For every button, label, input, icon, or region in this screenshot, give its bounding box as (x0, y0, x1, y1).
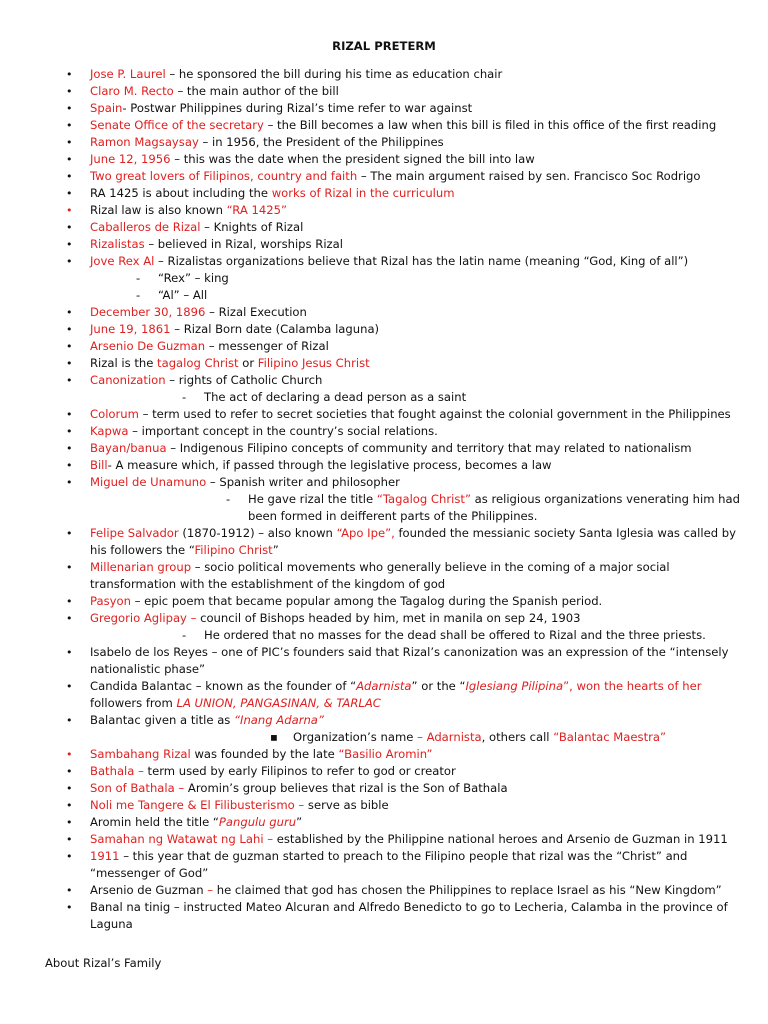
highlighted-term: “Inang Adarna” (234, 713, 324, 727)
bullet-icon: • (66, 374, 73, 387)
text-segment: The act of declaring a dead person as a saint (204, 390, 467, 404)
highlighted-term: Two great lovers of Filipinos, country and faith (90, 169, 358, 183)
bullet-icon: • (66, 459, 73, 472)
bullet-icon: • (66, 68, 73, 81)
highlighted-term: Filipino Christ (194, 543, 273, 557)
dash-marker-icon: - (136, 288, 141, 302)
list-item (66, 423, 720, 440)
section-heading-family: About Rizal’s Family (45, 956, 162, 970)
highlighted-term: December 30, 1896 (90, 305, 206, 319)
text-segment: Banal na tinig – instructed Mateo Alcuran and Alfredo Benedicto to go to Lecheria, Calamba in the province of (90, 900, 728, 914)
text-segment: – epic poem that became popular among the Tagalog during the Spanish period. (130, 594, 603, 608)
bullet-icon: • (66, 85, 73, 98)
list-item-continuation (90, 916, 720, 933)
list-item (66, 304, 720, 321)
highlighted-term: Bathala – (90, 764, 144, 778)
text-segment: – important concept in the country’s social relations. (128, 424, 438, 438)
bullet-icon: • (66, 646, 73, 659)
sub-item-text (204, 389, 466, 406)
list-item (66, 151, 720, 168)
text-segment: – term used to refer to secret societies that fought against the colonial government in the Philippines (138, 407, 731, 421)
list-item-continuation (90, 695, 720, 712)
list-item (66, 440, 720, 457)
sub-item-text (248, 508, 537, 525)
dash-marker-icon: - (136, 271, 141, 285)
highlighted-term: June 19, 1861 (90, 322, 171, 336)
text-segment: Arsenio de Guzman (90, 883, 208, 897)
list-item-continuation (90, 576, 720, 593)
text-segment: Isabelo de los Reyes – one of PIC’s founders said that Rizal’s canonization was an expression of the “intensely (90, 645, 729, 659)
bullet-icon: • (66, 136, 73, 149)
text-segment: or (238, 356, 258, 370)
square-bullet-icon: ▪ (270, 730, 278, 744)
bullet-icon: • (66, 561, 73, 574)
text-segment: term used by early Filipinos to refer to god or creator (143, 764, 456, 778)
text-segment: – Rizal Execution (205, 305, 307, 319)
list-item (66, 763, 720, 780)
bullet-icon: • (66, 442, 73, 455)
list-item (66, 406, 731, 423)
highlighted-term: Claro M. Recto (90, 84, 174, 98)
highlighted-term: Jove Rex Al (90, 254, 155, 268)
list-item (66, 559, 720, 576)
bullet-icon: • (66, 238, 73, 251)
text-segment: - A measure which, if passed through the legislative process, becomes a law (107, 458, 552, 472)
text-segment: Rizal is the (90, 356, 158, 370)
text-segment: he claimed that god has chosen the Philippines to replace Israel as his “New Kingdom” (213, 883, 722, 897)
list-item (66, 185, 720, 202)
text-segment: (1870-1912) – also known (178, 526, 337, 540)
bullet-icon: • (66, 204, 73, 217)
list-item (66, 797, 720, 814)
list-item (66, 746, 720, 763)
bullet-icon: • (66, 357, 73, 370)
list-item (66, 134, 720, 151)
highlighted-term: “Tagalog Christ” (376, 492, 471, 506)
highlighted-term: Colorum (90, 407, 139, 421)
list-item-continuation (90, 661, 720, 678)
highlighted-term: Pasyon (90, 594, 131, 608)
text-segment: – Rizalistas organizations believe that Rizal has the latin name (meaning “God, King of all”) (154, 254, 689, 268)
bullet-icon: • (66, 102, 73, 115)
text-segment: Aromin’s group believes that rizal is the Son of Bathala (184, 781, 508, 795)
bullet-icon: • (66, 306, 73, 319)
text-segment: “messenger of God” (90, 866, 209, 880)
text-segment: He ordered that no masses for the dead shall be offered to Rizal and the three priests. (204, 628, 706, 642)
text-segment: Balantac given a title as (90, 713, 235, 727)
highlighted-term: “Apo Ipe”, (336, 526, 395, 540)
text-segment: – socio political movements who generally believe in the coming of a major social (191, 560, 670, 574)
text-segment: ” (272, 543, 279, 557)
list-item (90, 287, 720, 304)
text-segment: Candida Balantac – known as the founder of “ (90, 679, 357, 693)
text-segment: as religious organizations venerating him had (470, 492, 740, 506)
bullet-icon: • (66, 425, 73, 438)
list-item (66, 610, 720, 627)
text-segment: been formed in deifferent parts of the Philippines. (248, 509, 538, 523)
list-item (66, 338, 720, 355)
bullet-icon: • (66, 476, 73, 489)
text-segment: Rizal law is also known (90, 203, 227, 217)
highlighted-term: Felipe Salvador (90, 526, 179, 540)
text-segment: – rights of Catholic Church (165, 373, 323, 387)
text-segment: – the Bill becomes a law when this bill is filed in this office of the first reading (263, 118, 717, 132)
highlighted-term: Filipino Jesus Christ (257, 356, 370, 370)
highlighted-term: – Adarnista (417, 730, 482, 744)
highlighted-term: Bill (90, 458, 108, 472)
list-item (90, 627, 720, 644)
bullet-icon: • (66, 748, 73, 761)
text-segment: – Knights of Rizal (200, 220, 304, 234)
list-item (66, 882, 722, 899)
text-segment: – believed in Rizal, worships Rizal (144, 237, 343, 251)
text-segment: He gave rizal the title (248, 492, 377, 506)
text-segment: was founded by the late (190, 747, 339, 761)
list-item (66, 83, 720, 100)
list-item (66, 593, 720, 610)
bullet-icon: • (66, 714, 73, 727)
text-segment: – Spanish writer and philosopher (206, 475, 400, 489)
text-segment: - Postwar Philippines during Rizal’s time refer to war against (122, 101, 473, 115)
text-segment: Laguna (90, 917, 133, 931)
list-item (66, 236, 720, 253)
list-item (66, 202, 720, 219)
highlighted-term: “RA 1425” (226, 203, 288, 217)
bullet-icon: • (66, 850, 73, 863)
list-item (66, 814, 720, 831)
text-segment: – he sponsored the bill during his time as education chair (165, 67, 503, 81)
text-segment: Aromin held the title “ (90, 815, 219, 829)
text-segment: his followers the “ (90, 543, 195, 557)
bullet-icon: • (66, 595, 73, 608)
highlighted-term: Iglesiang Pilipina (465, 679, 564, 693)
list-item (66, 474, 720, 491)
list-item (66, 525, 736, 542)
bullet-icon: • (66, 340, 73, 353)
text-segment: transformation with the establishment of the kingdom of god (90, 577, 446, 591)
text-segment: Organization’s name (293, 730, 418, 744)
highlighted-term: Caballeros de Rizal (90, 220, 201, 234)
highlighted-term: Gregorio Aglipay – (90, 611, 197, 625)
notes-list (66, 66, 740, 933)
sub-item-text (293, 729, 666, 746)
highlighted-term: Senate Office of the secretary (90, 118, 264, 132)
highlighted-term: Rizalistas (90, 237, 145, 251)
bullet-icon: • (66, 323, 73, 336)
list-item (66, 66, 720, 83)
highlighted-term: works of Rizal in the curriculum (271, 186, 455, 200)
sub-item-text (158, 287, 207, 304)
highlighted-term: Noli me Tangere & El Filibusterismo – (90, 798, 305, 812)
highlighted-term: Pangulu guru (218, 815, 297, 829)
text-segment: – The main argument raised by sen. Francisco Soc Rodrigo (357, 169, 701, 183)
text-segment: RA 1425 is about including the (90, 186, 272, 200)
highlighted-term: Miguel de Unamuno (90, 475, 207, 489)
list-item (90, 729, 720, 746)
bullet-icon: • (66, 612, 73, 625)
highlighted-term: Arsenio De Guzman (90, 339, 206, 353)
list-item (66, 355, 720, 372)
bullet-icon: • (66, 680, 73, 693)
highlighted-term: Canonization (90, 373, 166, 387)
document-title: RIZAL PRETERM (332, 39, 436, 53)
text-segment: , others call (481, 730, 554, 744)
list-item (66, 712, 720, 729)
bullet-icon: • (66, 782, 73, 795)
list-item (66, 831, 728, 848)
list-item (66, 168, 720, 185)
text-segment: serve as bible (304, 798, 389, 812)
bullet-icon: • (66, 833, 73, 846)
highlighted-term: Adarnista (356, 679, 412, 693)
bullet-icon: • (66, 527, 73, 540)
bullet-icon: • (66, 765, 73, 778)
text-segment: ” or the “ (411, 679, 466, 693)
list-item (90, 389, 720, 406)
highlighted-term: Ramon Magsaysay (90, 135, 199, 149)
list-item (90, 270, 720, 287)
list-item (66, 457, 720, 474)
bullet-icon: • (66, 884, 73, 897)
list-item (66, 100, 720, 117)
list-item (66, 899, 728, 916)
list-item-continuation (90, 542, 720, 559)
highlighted-term: – (207, 883, 214, 897)
text-segment: – this year that de guzman started to preach to the Filipino people that rizal was the “Christ” and (119, 849, 688, 863)
text-segment: council of Bishops headed by him, met in manila on sep 24, 1903 (196, 611, 581, 625)
text-segment: – this was the date when the president signed the bill into law (170, 152, 535, 166)
highlighted-term: 1911 (90, 849, 120, 863)
sub-item-text (158, 270, 229, 287)
text-segment: – in 1956, the President of the Philippines (198, 135, 444, 149)
bullet-icon: • (66, 901, 73, 914)
highlighted-term: Millenarian group (90, 560, 192, 574)
highlighted-term: Jose P. Laurel (90, 67, 166, 81)
bullet-icon: • (66, 799, 73, 812)
text-segment: “Al” – All (158, 288, 208, 302)
list-item-continuation (90, 865, 720, 882)
dash-marker-icon: - (182, 390, 187, 404)
bullet-icon: • (66, 187, 73, 200)
list-item (66, 372, 720, 389)
highlighted-term: tagalog Christ (157, 356, 239, 370)
highlighted-term: “Balantac Maestra” (553, 730, 666, 744)
highlighted-term: Samahan ng Watawat ng Lahi – (90, 832, 274, 846)
bullet-icon: • (66, 221, 73, 234)
highlighted-term: Sambahang Rizal (90, 747, 191, 761)
text-segment: – messenger of Rizal (205, 339, 329, 353)
highlighted-term: Bayan/banua (90, 441, 167, 455)
highlighted-term: LA UNION, PANGASINAN, & TARLAC (176, 696, 381, 710)
dash-marker-icon: - (182, 628, 187, 642)
sub-item-text (248, 491, 740, 508)
list-item (66, 678, 720, 695)
list-item-continuation (90, 508, 720, 525)
highlighted-term: Kapwa (90, 424, 129, 438)
bullet-icon: • (66, 408, 73, 421)
list-item (66, 253, 720, 270)
list-item (66, 117, 720, 134)
bullet-icon: • (66, 255, 73, 268)
text-segment: followers from (90, 696, 177, 710)
list-item (66, 219, 720, 236)
highlighted-term: Spain (90, 101, 123, 115)
bullet-icon: • (66, 119, 73, 132)
text-segment: established by the Philippine national heroes and Arsenio de Guzman in 1911 (273, 832, 728, 846)
list-item (66, 644, 729, 661)
highlighted-term: “Basilio Aromin” (338, 747, 433, 761)
highlighted-term: ”, won the hearts of her (563, 679, 702, 693)
text-segment: nationalistic phase” (90, 662, 206, 676)
highlighted-term: June 12, 1956 (90, 152, 171, 166)
sub-item-text (204, 627, 706, 644)
dash-marker-icon: - (226, 492, 231, 506)
text-segment: – the main author of the bill (173, 84, 339, 98)
bullet-icon: • (66, 170, 73, 183)
bullet-icon: • (66, 153, 73, 166)
highlighted-term: Son of Bathala – (90, 781, 185, 795)
text-segment: “Rex” – king (158, 271, 229, 285)
list-item (66, 780, 720, 797)
bullet-icon: • (66, 816, 73, 829)
text-segment: – Indigenous Filipino concepts of community and territory that may related to nationalism (166, 441, 692, 455)
text-segment: founded the messianic society Santa Iglesia was called by (394, 526, 736, 540)
list-item (66, 321, 720, 338)
text-segment: ” (296, 815, 303, 829)
text-segment: – Rizal Born date (Calamba laguna) (170, 322, 380, 336)
list-item (66, 848, 720, 865)
list-item (90, 491, 740, 508)
